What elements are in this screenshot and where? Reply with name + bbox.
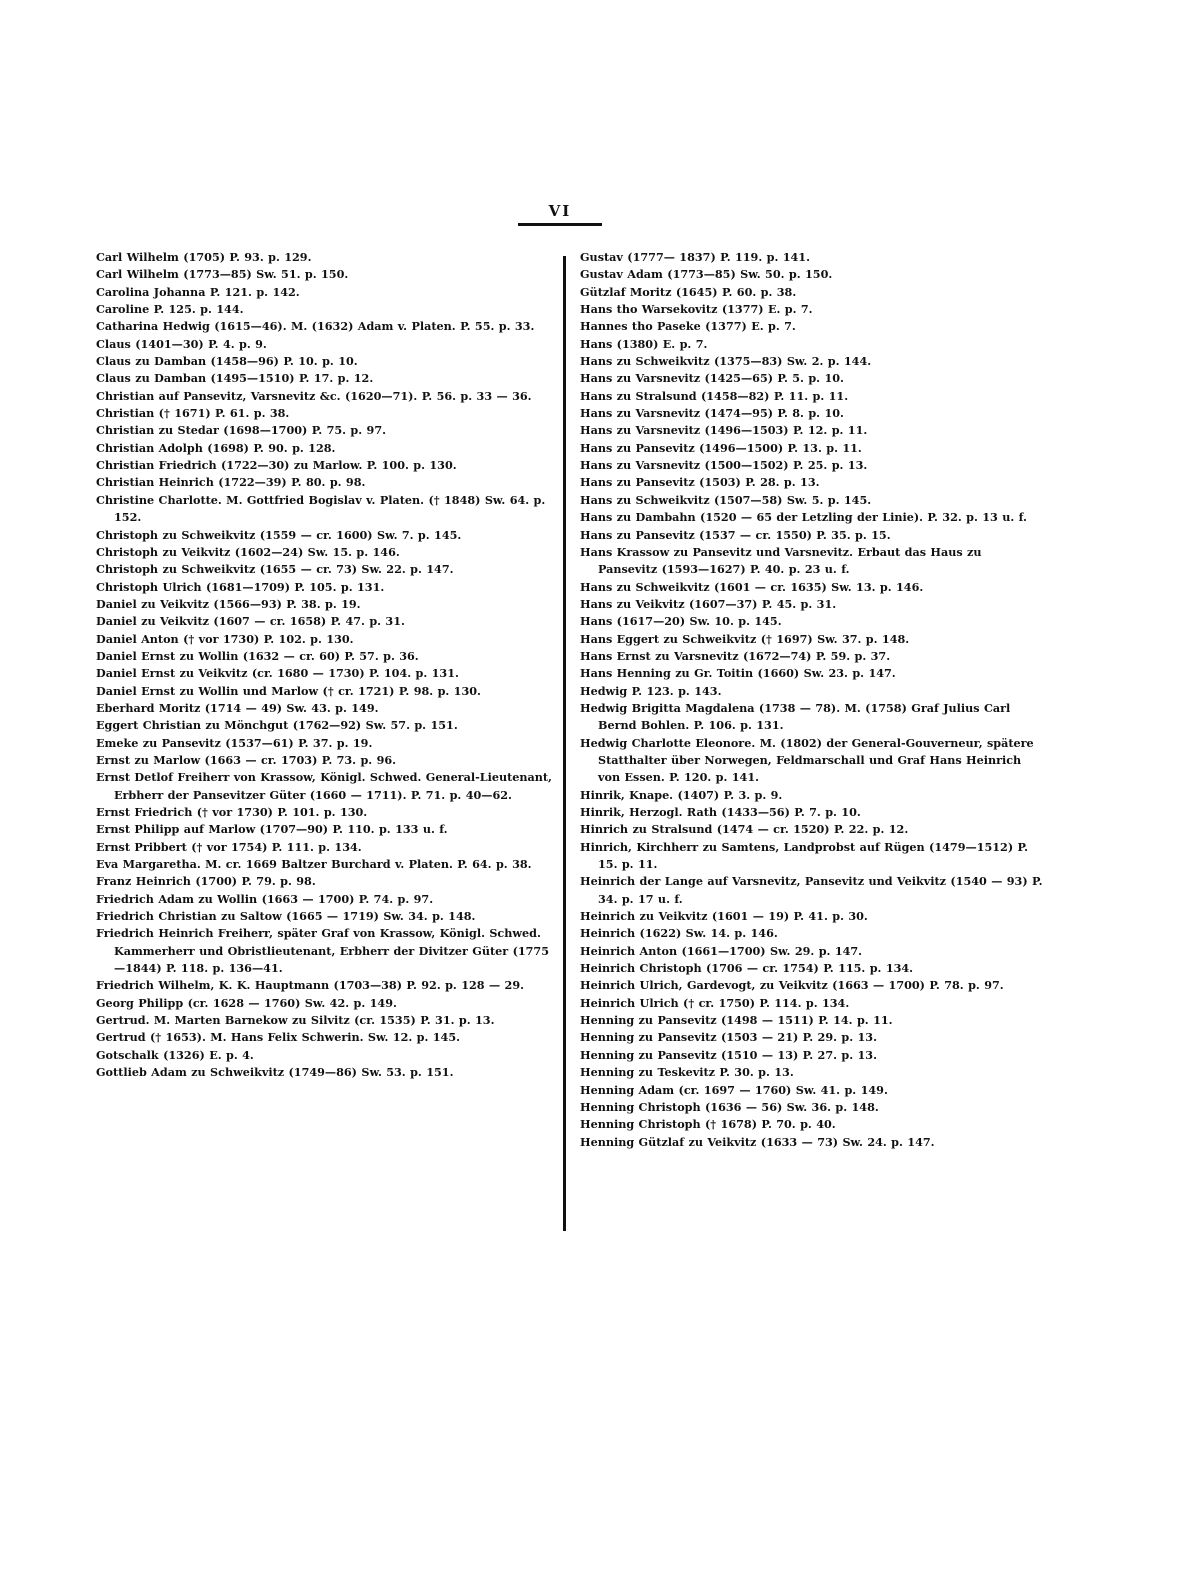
index-entry: Catharina Hedwig (1615—46). M. (1632) Adam v. Platen. P. 55. p. 33. (96, 319, 535, 334)
index-entry: Ernst Friedrich († vor 1730) P. 101. p. 130. (96, 805, 368, 819)
index-entry: Daniel Ernst zu Wollin (1632 — cr. 60) P. 57. p. 36. (96, 648, 419, 663)
index-entry: Gotschalk (1326) E. p. 4. (96, 1047, 254, 1062)
index-entry: Christian Adolph (1698) P. 90. p. 128. (96, 440, 336, 455)
index-entry: Hans Henning zu Gr. Toitin (1660) Sw. 23. p. 147. (580, 666, 896, 681)
index-entry: Claus zu Damban (1458—96) P. 10. p. 10. (96, 354, 358, 369)
index-entry: Carl Wilhelm (1705) P. 93. p. 129. (96, 250, 312, 264)
index-entry: Georg Philipp (cr. 1628 — 1760) Sw. 42. p. 149. (96, 995, 397, 1010)
index-entry: Friedrich Heinrich Freiherr, später Graf von Krassow, Königl. Schwed. Kammerherr und Obristlieutenant, Erbherr der Divitzer Güter (1775—1844) P. 118. p. 136—41. (96, 926, 549, 976)
index-entry: Hans tho Warsekovitz (1377) E. p. 7. (580, 302, 813, 317)
index-entry: Eggert Christian zu Mönchgut (1762—92) Sw. 57. p. 151. (96, 718, 458, 733)
index-entry: Christoph zu Veikvitz (1602—24) Sw. 15. p. 146. (96, 544, 400, 559)
index-entry: Hans zu Veikvitz (1607—37) P. 45. p. 31. (580, 596, 837, 611)
index-entry: Henning Adam (cr. 1697 — 1760) Sw. 41. p. 149. (580, 1082, 888, 1097)
index-entry: Heinrich (1622) Sw. 14. p. 146. (580, 926, 778, 941)
index-column-left (96, 249, 554, 1082)
index-entry: Hans zu Varsnevitz (1496—1503) P. 12. p. 11. (580, 423, 868, 438)
index-entry: Eva Margaretha. M. cr. 1669 Baltzer Burchard v. Platen. P. 64. p. 38. (96, 857, 532, 872)
index-entry: Christoph zu Schweikvitz (1655 — cr. 73) Sw. 22. p. 147. (96, 562, 454, 577)
index-entry: Claus (1401—30) P. 4. p. 9. (96, 336, 267, 351)
index-entry: Henning zu Pansevitz (1498 — 1511) P. 14. p. 11. (580, 1013, 893, 1028)
index-entry: Hans zu Varsnevitz (1474—95) P. 8. p. 10. (580, 406, 844, 421)
index-entry: Gertrud († 1653). M. Hans Felix Schwerin. Sw. 12. p. 145. (96, 1030, 461, 1045)
index-entry: Henning Gützlaf zu Veikvitz (1633 — 73) Sw. 24. p. 147. (580, 1134, 935, 1149)
index-entry: Daniel Ernst zu Wollin und Marlow († cr. 1721) P. 98. p. 130. (96, 683, 481, 698)
index-entry: Ernst Philipp auf Marlow (1707—90) P. 110. p. 133 u. f. (96, 822, 448, 837)
index-entry: Christian auf Pansevitz, Varsnevitz &c. (1620—71). P. 56. p. 33 — 36. (96, 388, 532, 403)
index-entry: Ernst Detlof Freiherr von Krassow, Königl. Schwed. General-Lieutenant, Erbherr der Pansevitzer Güter (1660 — 1711). P. 71. p. 40—62. (96, 770, 552, 802)
index-entry: Hans zu Schweikvitz (1507—58) Sw. 5. p. 145. (580, 492, 872, 507)
index-entry: Ernst Pribbert († vor 1754) P. 111. p. 134. (96, 839, 362, 854)
index-entry: Henning zu Pansevitz (1503 — 21) P. 29. p. 13. (580, 1030, 877, 1045)
index-entry: Hans zu Varsnevitz (1425—65) P. 5. p. 10. (580, 371, 844, 386)
index-entry: Hannes tho Paseke (1377) E. p. 7. (580, 319, 796, 334)
index-entry: Hinrik, Herzogl. Rath (1433—56) P. 7. p. 10. (580, 805, 861, 819)
index-entry: Hinrik, Knape. (1407) P. 3. p. 9. (580, 787, 783, 802)
index-entry: Hans zu Pansevitz (1537 — cr. 1550) P. 35. p. 15. (580, 527, 891, 542)
index-entry: Heinrich Ulrich, Gardevogt, zu Veikvitz (1663 — 1700) P. 78. p. 97. (580, 978, 1004, 993)
index-entry: Daniel zu Veikvitz (1566—93) P. 38. p. 19. (96, 596, 361, 611)
index-entry: Hinrich zu Stralsund (1474 — cr. 1520) P. 22. p. 12. (580, 822, 909, 837)
index-entry: Hans Ernst zu Varsnevitz (1672—74) P. 59. p. 37. (580, 648, 891, 663)
index-entry: Carl Wilhelm (1773—85) Sw. 51. p. 150. (96, 267, 349, 282)
index-entry: Daniel zu Veikvitz (1607 — cr. 1658) P. 47. p. 31. (96, 614, 405, 629)
page-number: VI (548, 202, 572, 220)
index-entry: Hans zu Pansevitz (1496—1500) P. 13. p. 11. (580, 440, 862, 455)
index-entry: Christian Friedrich (1722—30) zu Marlow. P. 100. p. 130. (96, 458, 457, 473)
header-rule (518, 223, 602, 226)
index-entry: Christine Charlotte. M. Gottfried Bogislav v. Platen. († 1848) Sw. 64. p. 152. (96, 492, 546, 525)
index-entry: Hedwig P. 123. p. 143. (580, 683, 722, 698)
index-entry: Hans zu Varsnevitz (1500—1502) P. 25. p. 13. (580, 458, 868, 473)
index-entry: Henning zu Teskevitz P. 30. p. 13. (580, 1065, 794, 1080)
index-entry: Hans Eggert zu Schweikvitz († 1697) Sw. 37. p. 148. (580, 631, 910, 646)
index-entry: Hans zu Dambahn (1520 — 65 der Letzling der Linie). P. 32. p. 13 u. f. (580, 510, 1027, 525)
index-entry: Gustav Adam (1773—85) Sw. 50. p. 150. (580, 267, 833, 282)
index-entry: Claus zu Damban (1495—1510) P. 17. p. 12. (96, 371, 374, 386)
index-entry: Hedwig Charlotte Eleonore. M. (1802) der General-Gouverneur, spätere Statthalter über Norwegen, Feldmarschall und Graf Hans Heinrich von Essen. P. 120. p. 141. (580, 735, 1034, 785)
index-entry: Henning Christoph (1636 — 56) Sw. 36. p. 148. (580, 1099, 879, 1114)
index-entry: Emeke zu Pansevitz (1537—61) P. 37. p. 19. (96, 735, 373, 750)
index-entry: Heinrich Anton (1661—1700) Sw. 29. p. 147. (580, 943, 863, 958)
index-entry: Henning Christoph († 1678) P. 70. p. 40. (580, 1117, 836, 1132)
index-entry: Gützlaf Moritz (1645) P. 60. p. 38. (580, 284, 797, 299)
index-entry: Christian († 1671) P. 61. p. 38. (96, 406, 290, 421)
index-entry: Hinrich, Kirchherr zu Samtens, Landprobst auf Rügen (1479—1512) P. 15. p. 11. (580, 839, 1028, 872)
index-entry: Daniel Ernst zu Veikvitz (cr. 1680 — 1730) P. 104. p. 131. (96, 666, 459, 681)
index-entry: Heinrich Ulrich († cr. 1750) P. 114. p. 134. (580, 995, 850, 1010)
index-entry: Hans zu Schweikvitz (1601 — cr. 1635) Sw. 13. p. 146. (580, 579, 924, 594)
index-entry: Hans zu Stralsund (1458—82) P. 11. p. 11. (580, 388, 849, 403)
index-entry: Caroline P. 125. p. 144. (96, 302, 244, 317)
index-entry: Hans zu Pansevitz (1503) P. 28. p. 13. (580, 475, 820, 490)
index-entry: Christian zu Stedar (1698—1700) P. 75. p. 97. (96, 423, 387, 438)
index-entry: Gertrud. M. Marten Barnekow zu Silvitz (cr. 1535) P. 31. p. 13. (96, 1013, 495, 1028)
index-entry: Friedrich Wilhelm, K. K. Hauptmann (1703—38) P. 92. p. 128 — 29. (96, 978, 525, 993)
index-entry: Christian Heinrich (1722—39) P. 80. p. 98. (96, 475, 366, 490)
index-entry: Heinrich der Lange auf Varsnevitz, Pansevitz und Veikvitz (1540 — 93) P. 34. p. 17 u. f. (580, 874, 1043, 906)
index-entry: Henning zu Pansevitz (1510 — 13) P. 27. p. 13. (580, 1047, 877, 1062)
index-entry: Christoph Ulrich (1681—1709) P. 105. p. 131. (96, 579, 385, 594)
index-entry: Hans (1380) E. p. 7. (580, 336, 708, 351)
index-entry: Hans zu Schweikvitz (1375—83) Sw. 2. p. 144. (580, 354, 872, 369)
index-entry: Hans Krassow zu Pansevitz und Varsnevitz. Erbaut das Haus zu Pansevitz (1593—1627) P. 40. p. 23 u. f. (580, 544, 982, 577)
index-column-right (580, 249, 1044, 1151)
index-entry: Gottlieb Adam zu Schweikvitz (1749—86) Sw. 53. p. 151. (96, 1065, 454, 1080)
index-entry: Heinrich Christoph (1706 — cr. 1754) P. 115. p. 134. (580, 961, 914, 976)
index-entry: Friedrich Adam zu Wollin (1663 — 1700) P. 74. p. 97. (96, 891, 434, 906)
index-entry: Friedrich Christian zu Saltow (1665 — 1719) Sw. 34. p. 148. (96, 909, 476, 924)
index-entry: Eberhard Moritz (1714 — 49) Sw. 43. p. 149. (96, 700, 379, 715)
index-entry: Hans (1617—20) Sw. 10. p. 145. (580, 614, 782, 629)
index-entry: Franz Heinrich (1700) P. 79. p. 98. (96, 874, 316, 889)
column-divider (563, 256, 566, 1231)
index-entry: Carolina Johanna P. 121. p. 142. (96, 284, 300, 299)
index-entry: Daniel Anton († vor 1730) P. 102. p. 130. (96, 631, 354, 646)
index-entry: Hedwig Brigitta Magdalena (1738 — 78). M. (1758) Graf Julius Carl Bernd Bohlen. P. 106. p. 131. (580, 700, 1011, 733)
index-entry: Heinrich zu Veikvitz (1601 — 19) P. 41. p. 30. (580, 909, 868, 924)
index-entry: Christoph zu Schweikvitz (1559 — cr. 1600) Sw. 7. p. 145. (96, 527, 462, 542)
index-entry: Gustav (1777— 1837) P. 119. p. 141. (580, 250, 810, 264)
index-entry: Ernst zu Marlow (1663 — cr. 1703) P. 73. p. 96. (96, 752, 397, 767)
